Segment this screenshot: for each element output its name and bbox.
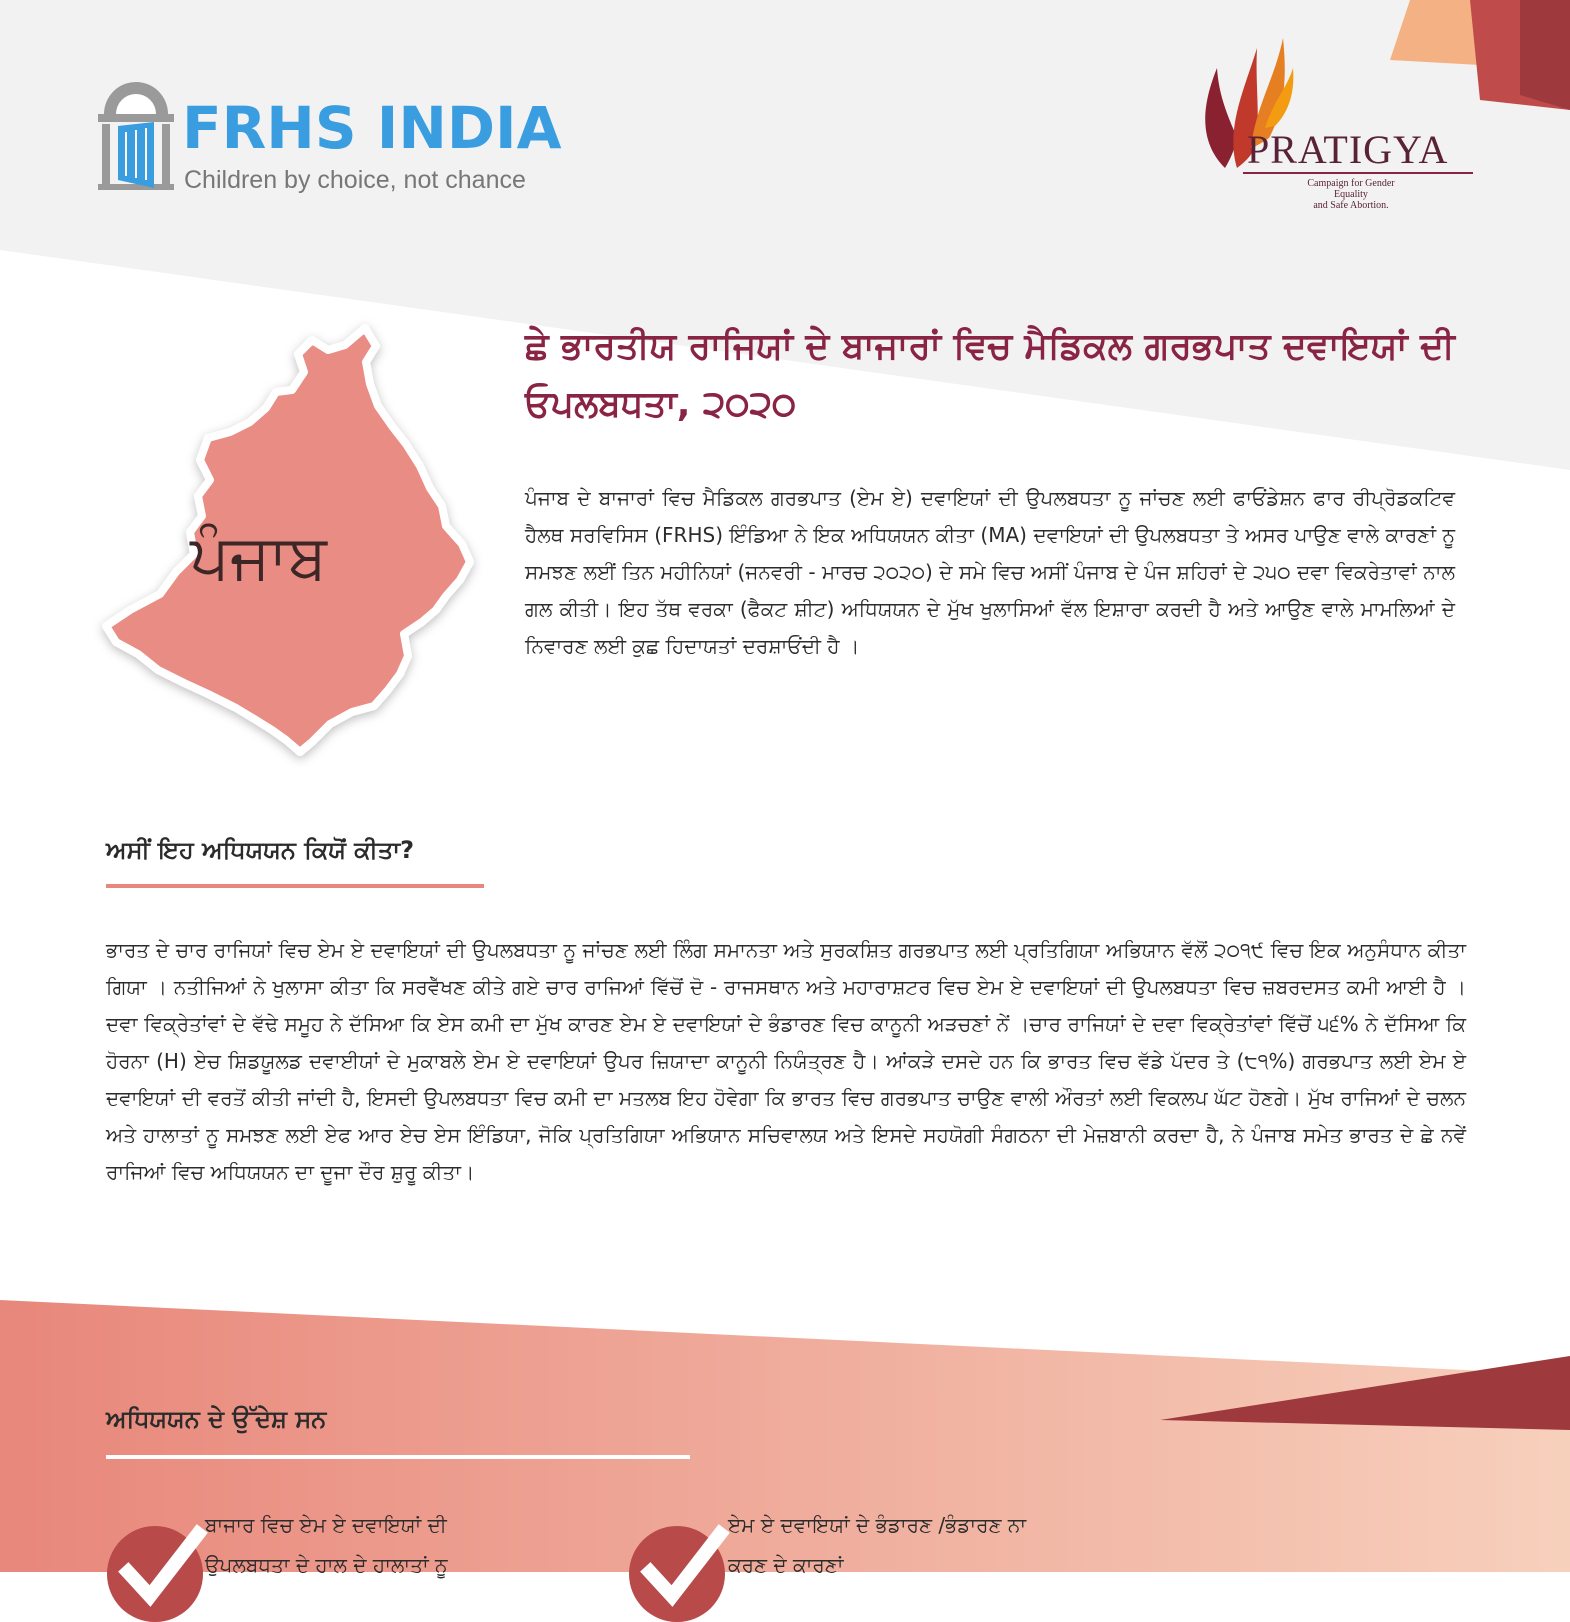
check-icon bbox=[622, 1512, 732, 1622]
objectives-heading: ਅਧਿਯਯਨ ਦੇ ਉੱਦੇਸ਼ ਸਨ bbox=[106, 1405, 327, 1433]
page-title: ਛੇ ਭਾਰਤੀਯ ਰਾਜਿਯਾਂ ਦੇ ਬਾਜਾਰਾਂ ਵਿਚ ਮੈਡਿਕਲ ਗਰਭਪਾਤ ਦਵਾਇਯਾਂ ਦੀ ਓਪਲਬਧਤਾ, ੨੦੨੦ bbox=[525, 326, 1455, 425]
door-icon bbox=[96, 80, 176, 190]
objective-item: ਬਾਜਾਰ ਵਿਚ ਏਮ ਏ ਦਵਾਇਯਾਂ ਦੀ ਉਪਲਬਧਤਾ ਦੇ ਹਾਲ ਦੇ ਹਾਲਾਤਾਂ ਨੂ bbox=[205, 1513, 448, 1577]
objectives-divider bbox=[106, 1455, 690, 1459]
intro-paragraph: ਪੰਜਾਬ ਦੇ ਬਾਜਾਰਾਂ ਵਿਚ ਮੈਡਿਕਲ ਗਰਭਪਾਤ (ਏਮ ਏ) ਦਵਾਇਯਾਂ ਦੀ ਉਪਲਬਧਤਾ ਨੂ ਜਾਂਚਣ ਲਈ ਫਾਓਂਡੇਸ਼ਨ ਫਾਰ ਰੀਪ੍ਰੋਡਕਟਿਵ ਹੈਲਥ ਸਰਵਿਸਿਸ (FRHS) ਇੰਡਿਆ ਨੇ ਇਕ ਅਧਿਯਯਨ ਕੀਤਾ (MA) ਦਵਾਇਯਾਂ ਦੀ ਉਪਲਬਧਤਾ ਤੇ ਅਸਰ ਪਾਉਣ ਵਾਲੇ ਕਾਰਣਾਂ ਨੂ ਸਮਝਣ ਲਈਂ ਤਿਨ ਮਹੀਨਿਯਾਂ (ਜਨਵਰੀ - ਮਾਰਚ ੨੦੨੦) ਦੇ ਸਮੇ ਵਿਚ ਅਸੀਂ ਪੰਜਾਬ ਦੇ ਪੰਜ ਸ਼ਹਿਰਾਂ ਦੇ ੨੫੦ ਦਵਾ ਵਿਕਰੇਤਾਵਾਂ ਨਾਲ ਗਲ ਕੀਤੀ। ਇਹ ਤੱਥ ਵਰਕਾ (ਫੈਕਟ ਸ਼ੀਟ) ਅਧਿਯਯਨ ਦੇ ਮੁੱਖ ਖੁਲਾਸਿਆਂ ਵੱਲ ਇਸ਼ਾਰਾ ਕਰਦੀ ਹੈ ਅਤੇ ਆਉਣ ਵਾਲੇ ਮਾਮਲਿਆਂ ਦੇ ਨਿਵਾਰਣ ਲਈ ਕੁਛ ਹਿਦਾਯਤਾਂ ਦਰਸ਼ਾਓਂਦੀ ਹੈ । bbox=[525, 486, 1455, 658]
frhs-tagline: Children by choice, not chance bbox=[184, 166, 526, 194]
objective-item: ਏਮ ਏ ਦਵਾਇਯਾਂ ਦੇ ਭੰਡਾਰਣ /ਭੰਡਾਰਣ ਨਾ ਕਰਣ ਦੇ ਕਾਰਣਾਂ bbox=[728, 1513, 1027, 1577]
pratigya-tagline-1: Campaign for Gender Equality bbox=[1307, 178, 1395, 200]
pratigya-underline bbox=[1243, 172, 1473, 176]
frhs-name: FRHS INDIA bbox=[182, 94, 562, 162]
pratigya-tagline bbox=[1291, 178, 1411, 211]
frhs-logo bbox=[96, 80, 562, 200]
pratigya-name: PRATIGYA bbox=[1247, 127, 1449, 172]
check-icon bbox=[100, 1512, 210, 1622]
pratigya-tagline-2: and Safe Abortion. bbox=[1313, 200, 1389, 211]
map-label: ਪੰਜਾਬ bbox=[190, 520, 327, 593]
pratigya-logo bbox=[1195, 28, 1475, 211]
why-body: ਭਾਰਤ ਦੇ ਚਾਰ ਰਾਜਿਯਾਂ ਵਿਚ ਏਮ ਏ ਦਵਾਇਯਾਂ ਦੀ ਉਪਲਬਧਤਾ ਨੂ ਜਾਂਚਣ ਲਈ ਲਿੰਗ ਸਮਾਨਤਾ ਅਤੇ ਸੁਰਕਸ਼ਿਤ ਗਰਭਪਾਤ ਲਈ ਪ੍ਰਤਿਗਿਯਾ ਅਭਿਯਾਨ ਵੱਲੋਂ ੨੦੧੯ ਵਿਚ ਇਕ ਅਨੁਸੰਧਾਨ ਕੀਤਾ ਗਿਯਾ । ਨਤੀਜਿਆਂ ਨੇ ਖੁਲਾਸਾ ਕੀਤਾ ਕਿ ਸਰਵੇੱਖਣ ਕੀਤੇ ਗਏ ਚਾਰ ਰਾਜਿਆਂ ਵਿੱਚੋਂ ਦੋ - ਰਾਜਸਥਾਨ ਅਤੇ ਮਹਾਰਾਸ਼ਟਰ ਵਿਚ ਏਮ ਏ ਦਵਾਇਯਾਂ ਦੀ ਉਪਲਬਧਤਾ ਵਿਚ ਜ਼ਬਰਦਸਤ ਕਮੀ ਆਈ ਹੈ । ਦਵਾ ਵਿਕ੍ਰੇਤਾਂਵਾਂ ਦੇ ਵੱਢੇ ਸਮੂਹ ਨੇ ਦੱਸਿਆ ਕਿ ਏਸ ਕਮੀ ਦਾ ਮੁੱਖ ਕਾਰਣ ਏਮ ਏ ਦਵਾਇਯਾਂ ਦੇ ਭੰਡਾਰਣ ਵਿਚ ਕਾਨੂਨੀ ਅੜਚਣਾਂ ਨੇਂ ।ਚਾਰ ਰਾਜਿਯਾਂ ਦੇ ਦਵਾ ਵਿਕ੍ਰੇਤਾਂਵਾਂ ਵਿੱਚੋਂ ੫੬% ਨੇ ਦੱਸਿਆ ਕਿ ਹੋਰਨਾ (H) ਏਚ ਸ਼ਿਡਯੂਲਡ ਦਵਾਈਯਾਂ ਦੇ ਮੁਕਾਬਲੇ ਏਮ ਏ ਦਵਾਇਯਾਂ ਉਪਰ ਜ਼ਿਯਾਦਾ ਕਾਨੂਨੀ ਨਿਯੰਤ੍ਰਣ ਹੈ। ਆਂਕੜੇ ਦਸਦੇ ਹਨ ਕਿ ਭਾਰਤ ਵਿਚ ਵੱਡੇ ਪੱਦਰ ਤੇ (੮੧%) ਗਰਭਪਾਤ ਲਈ ਏਮ ਏ ਦਵਾਇਯਾਂ ਦੀ ਵਰਤੋਂ ਕੀਤੀ ਜਾਂਦੀ ਹੈ, ਇਸਦੀ ਉਪਲਬਧਤਾ ਵਿਚ ਕਮੀ ਦਾ ਮਤਲਬ ਇਹ ਹੋਵੇਗਾ ਕਿ ਭਾਰਤ ਵਿਚ ਗਰਭਪਾਤ ਚਾਉਣ ਵਾਲੀ ਔਰਤਾਂ ਲਈ ਵਿਕਲਪ ਘੱਟ ਹੋਣਗੇ। ਮੁੱਖ ਰਾਜਿਆਂ ਦੇ ਚਲਨ ਅਤੇ ਹਾਲਾਤਾਂ ਨੂ ਸਮਝਣ ਲਈ ਏਫ ਆਰ ਏਚ ਏਸ ਇੰਡਿਯਾ, ਜੋਕਿ ਪ੍ਰਤਿਗਿਯਾ ਅਭਿਯਾਨ ਸਚਿਵਾਲਯ ਅਤੇ ਇਸਦੇ ਸਹਯੋਗੀ ਸੰਗਠਨਾ ਦੀ ਮੇਜ਼ਬਾਨੀ ਕਰਦਾ ਹੈ, ਨੇ ਪੰਜਾਬ ਸਮੇਤ ਭਾਰਤ ਦੇ ਛੇ ਨਵੇਂ ਰਾਜਿਆਂ ਵਿਚ ਅਧਿਯਯਨ ਦਾ ਦੂਜਾ ਦੌਰ ਸ਼ੁਰੂ ਕੀਤਾ। bbox=[106, 938, 1466, 1184]
why-heading: ਅਸੀਂ ਇਹ ਅਧਿਯਯਨ ਕਿਯੋਂ ਕੀਤਾ? bbox=[106, 836, 415, 864]
why-divider bbox=[106, 884, 484, 888]
